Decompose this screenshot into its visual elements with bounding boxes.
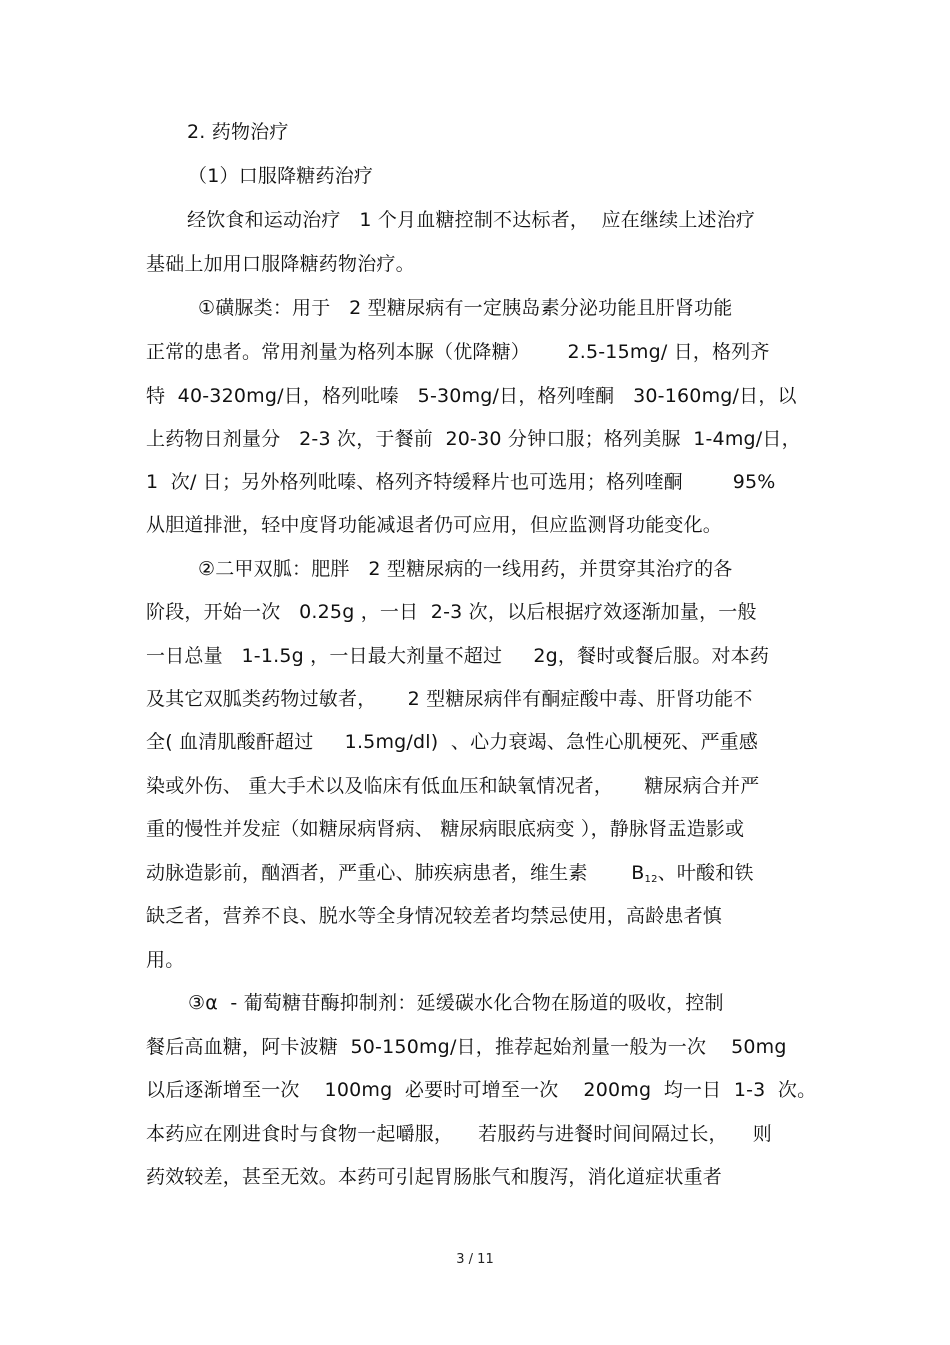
paragraph-line: 餐后高血糖，阿卡波糖 50-150mg/日，推荐起始剂量一般为一次 50mg bbox=[146, 1036, 787, 1058]
paragraph-line: 一日总量 1-1.5g ，一日最大剂量不超过 2g，餐时或餐后服。对本药 bbox=[146, 645, 770, 667]
paragraph-line: 上药物日剂量分 2-3 次，于餐前 20-30 分钟口服；格列美脲 1-4mg/日， bbox=[146, 428, 801, 450]
paragraph-line: 经饮食和运动治疗 1 个月血糖控制不达标者， 应在继续上述治疗 bbox=[187, 209, 756, 231]
paragraph-line: 及其它双胍类药物过敏者， 2 型糖尿病伴有酮症酸中毒、肝肾功能不 bbox=[146, 688, 753, 710]
line-text: 、叶酸和铁 bbox=[657, 862, 754, 884]
paragraph-line: 阶段，开始一次 0.25g ，一日 2-3 次，以后根据疗效逐渐加量，一般 bbox=[146, 601, 757, 623]
paragraph-line: 重的慢性并发症（如糖尿病肾病、 糖尿病眼底病变 ），静脉肾盂造影或 bbox=[146, 818, 745, 840]
subscript-12: 12 bbox=[644, 874, 658, 885]
paragraph-line: 全( 血清肌酸酐超过 1.5mg/dl) 、心力衰竭、急性心肌梗死、严重感 bbox=[146, 731, 759, 753]
section-heading: 2. 药物治疗 bbox=[187, 121, 289, 143]
paragraph-line: 从胆道排泄，轻中度肾功能减退者仍可应用，但应监测肾功能变化。 bbox=[146, 514, 723, 536]
paragraph-line: 正常的患者。常用剂量为格列本脲（优降糖） 2.5-15mg/ 日，格列齐 bbox=[146, 341, 770, 363]
paragraph-line: ③α - 葡萄糖苷酶抑制剂：延缓碳水化合物在肠道的吸收，控制 bbox=[188, 992, 724, 1014]
subsection-heading: （1）口服降糖药治疗 bbox=[188, 165, 374, 187]
paragraph-line: 本药应在刚进食时与食物一起嚼服， 若服药与进餐时间间隔过长， 则 bbox=[146, 1123, 772, 1145]
line-text: 动脉造影前，酗酒者，严重心、肺疾病患者，维生素 B bbox=[146, 862, 645, 884]
paragraph-line bbox=[146, 861, 754, 892]
paragraph-line: 特 40-320mg/日，格列吡嗪 5-30mg/日，格列喹酮 30-160mg/日，以 bbox=[146, 385, 797, 407]
paragraph-line: 染或外伤、 重大手术以及临床有低血压和缺氧情况者， 糖尿病合并严 bbox=[146, 775, 760, 797]
paragraph-line: 药效较差，甚至无效。本药可引起胃肠胀气和腹泻，消化道症状重者 bbox=[146, 1166, 723, 1188]
page-number: 3 / 11 bbox=[456, 1252, 494, 1267]
paragraph-line: ①磺脲类：用于 2 型糖尿病有一定胰岛素分泌功能且肝肾功能 bbox=[198, 297, 733, 319]
paragraph-line: 以后逐渐增至一次 100mg 必要时可增至一次 200mg 均一日 1-3 次。 bbox=[146, 1079, 817, 1101]
paragraph-line: 1 次/ 日；另外格列吡嗪、格列齐特缓释片也可选用；格列喹酮 95% bbox=[146, 471, 776, 493]
paragraph-line: 用。 bbox=[146, 949, 185, 971]
paragraph-line: 缺乏者，营养不良、脱水等全身情况较差者均禁忌使用，高龄患者慎 bbox=[146, 905, 723, 927]
paragraph-line: 基础上加用口服降糖药物治疗。 bbox=[146, 253, 415, 275]
paragraph-line: ②二甲双胍：肥胖 2 型糖尿病的一线用药，并贯穿其治疗的各 bbox=[198, 558, 733, 580]
